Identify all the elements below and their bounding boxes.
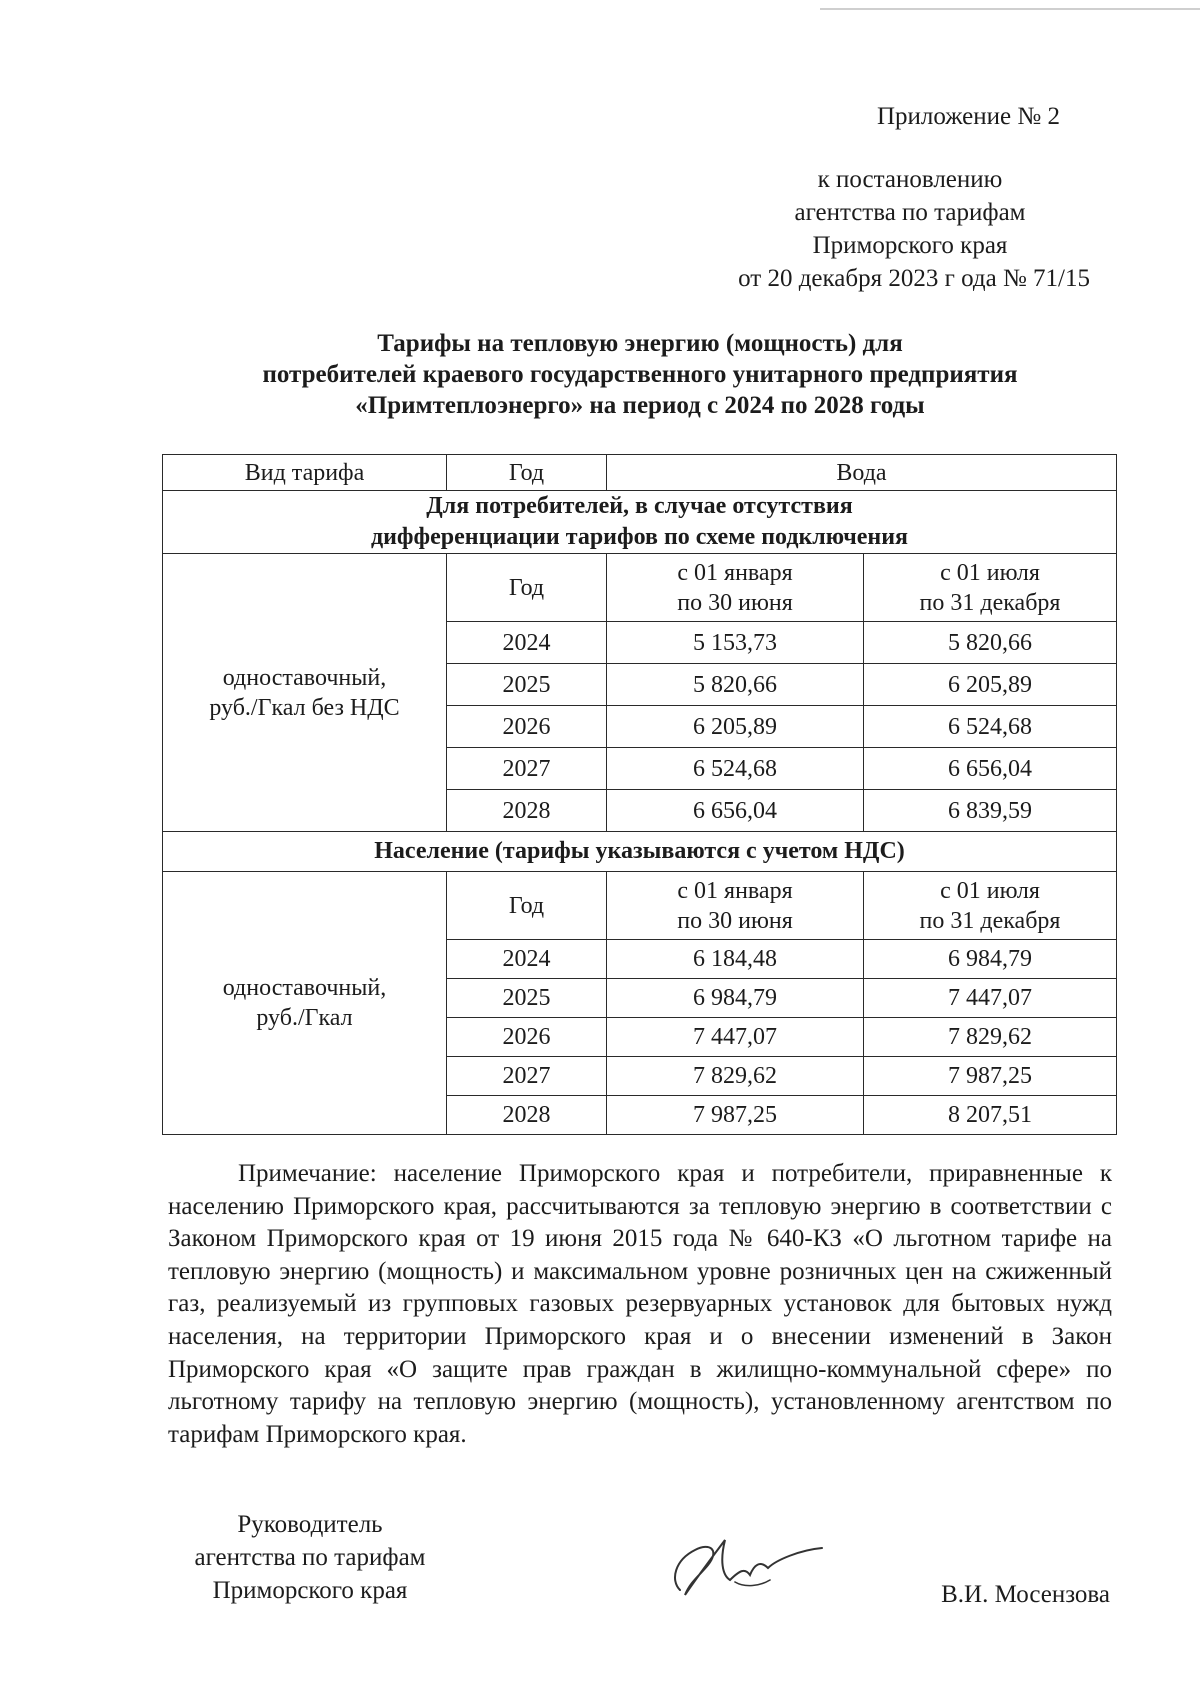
period-line: с 01 июля	[940, 877, 1040, 904]
tariff-type-line: одноставочный,	[222, 664, 387, 691]
title-line: «Примтеплоэнерго» на период с 2024 по 2028 годы	[355, 392, 925, 419]
tariff-type-line: руб./Гкал без НДС	[209, 694, 400, 721]
year-cell: 2027	[447, 1057, 607, 1096]
subheader-year: Год	[447, 554, 607, 622]
section-heading-row	[163, 491, 1117, 554]
period-line: с 01 января	[677, 877, 793, 904]
annex-line: агентства по тарифам	[794, 199, 1026, 226]
value-cell: 6 656,04	[864, 748, 1117, 790]
year-cell: 2026	[447, 706, 607, 748]
subheader-year: Год	[447, 872, 607, 940]
annex-title: Приложение № 2	[876, 103, 1060, 130]
value-cell: 7 829,62	[607, 1057, 864, 1096]
tariff-type-line: одноставочный,	[222, 975, 387, 1001]
value-cell: 5 820,66	[607, 664, 864, 706]
value-cell: 7 829,62	[864, 1018, 1117, 1057]
year-cell: 2028	[447, 1096, 607, 1135]
section-heading-line: дифференциации тарифов по схеме подключения	[370, 524, 909, 550]
section-heading-row	[163, 832, 1117, 872]
scan-edge-line	[820, 8, 1200, 10]
value-cell: 5 153,73	[607, 622, 864, 664]
section-heading-line: Для потребителей, в случае отсутствия	[426, 493, 853, 519]
year-cell: 2024	[447, 940, 607, 979]
period-line: по 30 июня	[677, 907, 793, 934]
tariff-type-cell	[163, 554, 447, 832]
header-water: Вода	[607, 455, 1117, 491]
subheader-period1	[607, 554, 864, 622]
value-cell: 5 820,66	[864, 622, 1117, 664]
value-cell: 7 987,25	[864, 1057, 1117, 1096]
note-text: Примечание: население Приморского края и потребители, приравненные к населению Приморского края, рассчитываются за тепловую энергию в соответствии с Законом Приморского края от 19 июня 2015 года № 640-КЗ «О льготном тарифе на тепловую энергию (мощность) и максимальном уровне розничных цен на сжиженный газ, реализуемый из групповых газовых резервуарных установок для бытовых нужд населения, на территории Приморского края и о внесении изменений в Закон Приморского края «О защите прав граждан в жилищно-коммунальной сфере» по льготному тарифу на тепловую энергию (мощность), установленному агентством по тарифам Приморского края.	[168, 1160, 1112, 1448]
year-cell: 2025	[447, 979, 607, 1018]
annex-block	[670, 100, 1090, 295]
value-cell: 6 656,04	[607, 790, 864, 832]
value-cell: 6 205,89	[864, 664, 1117, 706]
tariff-type-cell	[163, 872, 447, 1135]
period-line: по 31 декабря	[919, 589, 1061, 616]
year-cell: 2028	[447, 790, 607, 832]
value-cell: 6 839,59	[864, 790, 1117, 832]
table-row	[163, 872, 1117, 940]
signer-position	[170, 1508, 450, 1607]
year-cell: 2024	[447, 622, 607, 664]
value-cell: 6 984,79	[864, 940, 1117, 979]
period-line: по 30 июня	[677, 589, 793, 616]
table-row	[163, 554, 1117, 622]
value-cell: 6 524,68	[607, 748, 864, 790]
signer-position-line: Приморского края	[212, 1577, 408, 1604]
signer-position-line: Руководитель	[237, 1511, 383, 1538]
value-cell: 8 207,51	[864, 1096, 1117, 1135]
header-tariff-type: Вид тарифа	[163, 455, 447, 491]
value-cell: 6 184,48	[607, 940, 864, 979]
subheader-period2	[864, 872, 1117, 940]
annex-date-line: от 20 декабря 2023 г ода № 71/15	[738, 265, 1090, 292]
title-line: Тарифы на тепловую энергию (мощность) для	[377, 330, 903, 357]
value-cell: 6 205,89	[607, 706, 864, 748]
value-cell: 7 447,07	[607, 1018, 864, 1057]
subheader-period2	[864, 554, 1117, 622]
title-line: потребителей краевого государственного унитарного предприятия	[262, 361, 1018, 388]
note-paragraph	[168, 1158, 1112, 1451]
section-heading: Население (тарифы указываются с учетом НДС)	[163, 832, 1117, 872]
value-cell: 7 987,25	[607, 1096, 864, 1135]
section-heading	[163, 491, 1117, 554]
table-header-row	[163, 455, 1117, 491]
subheader-period1	[607, 872, 864, 940]
signer-name: В.И. Мосензова	[941, 1581, 1110, 1608]
year-cell: 2025	[447, 664, 607, 706]
value-cell: 6 984,79	[607, 979, 864, 1018]
value-cell: 7 447,07	[864, 979, 1117, 1018]
handwritten-signature-icon	[650, 1520, 830, 1610]
value-cell: 6 524,68	[864, 706, 1117, 748]
year-cell: 2026	[447, 1018, 607, 1057]
period-line: по 31 декабря	[919, 907, 1061, 934]
tariff-table	[162, 454, 1117, 1135]
annex-line: к постановлению	[817, 166, 1003, 193]
period-line: с 01 января	[677, 559, 793, 586]
document-title	[160, 328, 1120, 421]
annex-line: Приморского края	[812, 232, 1008, 259]
period-line: с 01 июля	[940, 559, 1040, 586]
year-cell: 2027	[447, 748, 607, 790]
signer-position-line: агентства по тарифам	[194, 1544, 426, 1571]
tariff-type-line: руб./Гкал	[256, 1005, 353, 1031]
header-year: Год	[447, 455, 607, 491]
